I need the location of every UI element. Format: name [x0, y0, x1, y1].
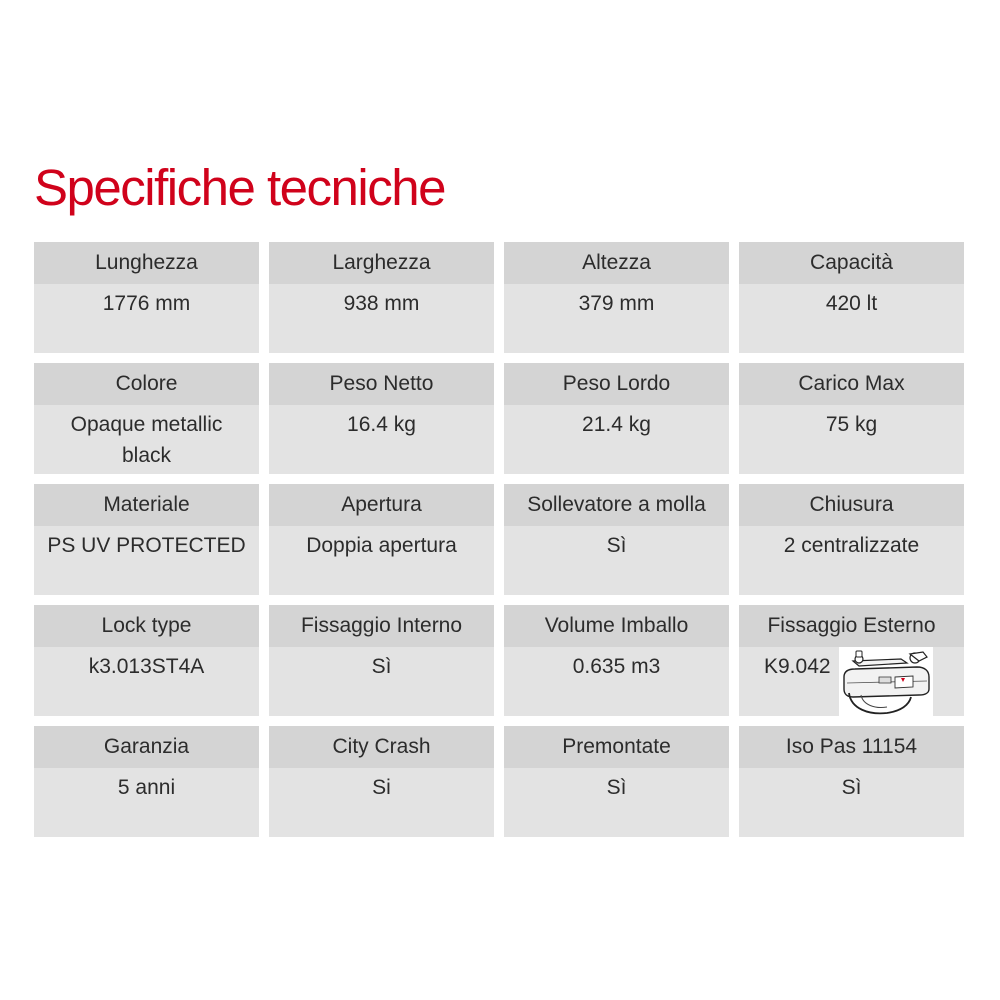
spec-cell-city-crash — [269, 726, 494, 837]
spec-value: 16.4 kg — [269, 405, 494, 474]
spec-label: Peso Netto — [269, 363, 494, 405]
spec-value: Sì — [504, 526, 729, 595]
spec-cell-materiale — [34, 484, 259, 595]
spec-cell-peso-lordo — [504, 363, 729, 474]
spec-label: Fissaggio Interno — [269, 605, 494, 647]
spec-cell-lunghezza — [34, 242, 259, 353]
spec-value: 2 centralizzate — [739, 526, 964, 595]
spec-label: Materiale — [34, 484, 259, 526]
spec-cell-carico-max — [739, 363, 964, 474]
spec-cell-volume-imballo — [504, 605, 729, 716]
spec-value: 938 mm — [269, 284, 494, 353]
spec-value: Sì — [739, 768, 964, 837]
spec-value: 420 lt — [739, 284, 964, 353]
mounting-kit-image — [839, 647, 933, 716]
spec-value: 0.635 m3 — [504, 647, 729, 716]
spec-cell-sollevatore — [504, 484, 729, 595]
spec-cell-colore — [34, 363, 259, 474]
spec-value: 379 mm — [504, 284, 729, 353]
spec-cell-premontate — [504, 726, 729, 837]
spec-value: K9.042 — [764, 655, 831, 678]
spec-cell-fissaggio-interno — [269, 605, 494, 716]
spec-cell-chiusura — [739, 484, 964, 595]
spec-label: Chiusura — [739, 484, 964, 526]
spec-cell-iso-pas — [739, 726, 964, 837]
spec-value: 1776 mm — [34, 284, 259, 353]
page-title: Specifiche tecniche — [34, 159, 445, 216]
spec-label: Altezza — [504, 242, 729, 284]
spec-label: Premontate — [504, 726, 729, 768]
spec-value: Sì — [504, 768, 729, 837]
spec-value: Doppia apertura — [269, 526, 494, 595]
spec-label: Garanzia — [34, 726, 259, 768]
spec-cell-larghezza — [269, 242, 494, 353]
spec-cell-capacita — [739, 242, 964, 353]
spec-cell-peso-netto — [269, 363, 494, 474]
spec-label: City Crash — [269, 726, 494, 768]
spec-label: Lock type — [34, 605, 259, 647]
spec-label: Peso Lordo — [504, 363, 729, 405]
spec-cell-fissaggio-esterno — [739, 605, 964, 716]
spec-label: Volume Imballo — [504, 605, 729, 647]
spec-label: Iso Pas 11154 — [739, 726, 964, 768]
spec-label: Capacità — [739, 242, 964, 284]
spec-label: Sollevatore a molla — [504, 484, 729, 526]
spec-label: Lunghezza — [34, 242, 259, 284]
spec-cell-lock-type — [34, 605, 259, 716]
spec-value: 75 kg — [739, 405, 964, 474]
spec-value: 21.4 kg — [504, 405, 729, 474]
spec-value: k3.013ST4A — [34, 647, 259, 716]
spec-label: Apertura — [269, 484, 494, 526]
spec-label: Colore — [34, 363, 259, 405]
spec-value: 5 anni — [34, 768, 259, 837]
spec-cell-garanzia — [34, 726, 259, 837]
spec-value: Opaque metallic black — [34, 405, 259, 474]
spec-label: Carico Max — [739, 363, 964, 405]
spec-grid — [34, 242, 965, 837]
spec-value: Si — [269, 768, 494, 837]
spec-value: Sì — [269, 647, 494, 716]
spec-value-with-image — [739, 647, 964, 716]
spec-label: Larghezza — [269, 242, 494, 284]
spec-label: Fissaggio Esterno — [739, 605, 964, 647]
spec-cell-apertura — [269, 484, 494, 595]
spec-value: PS UV PROTECTED — [34, 526, 259, 595]
spec-cell-altezza — [504, 242, 729, 353]
